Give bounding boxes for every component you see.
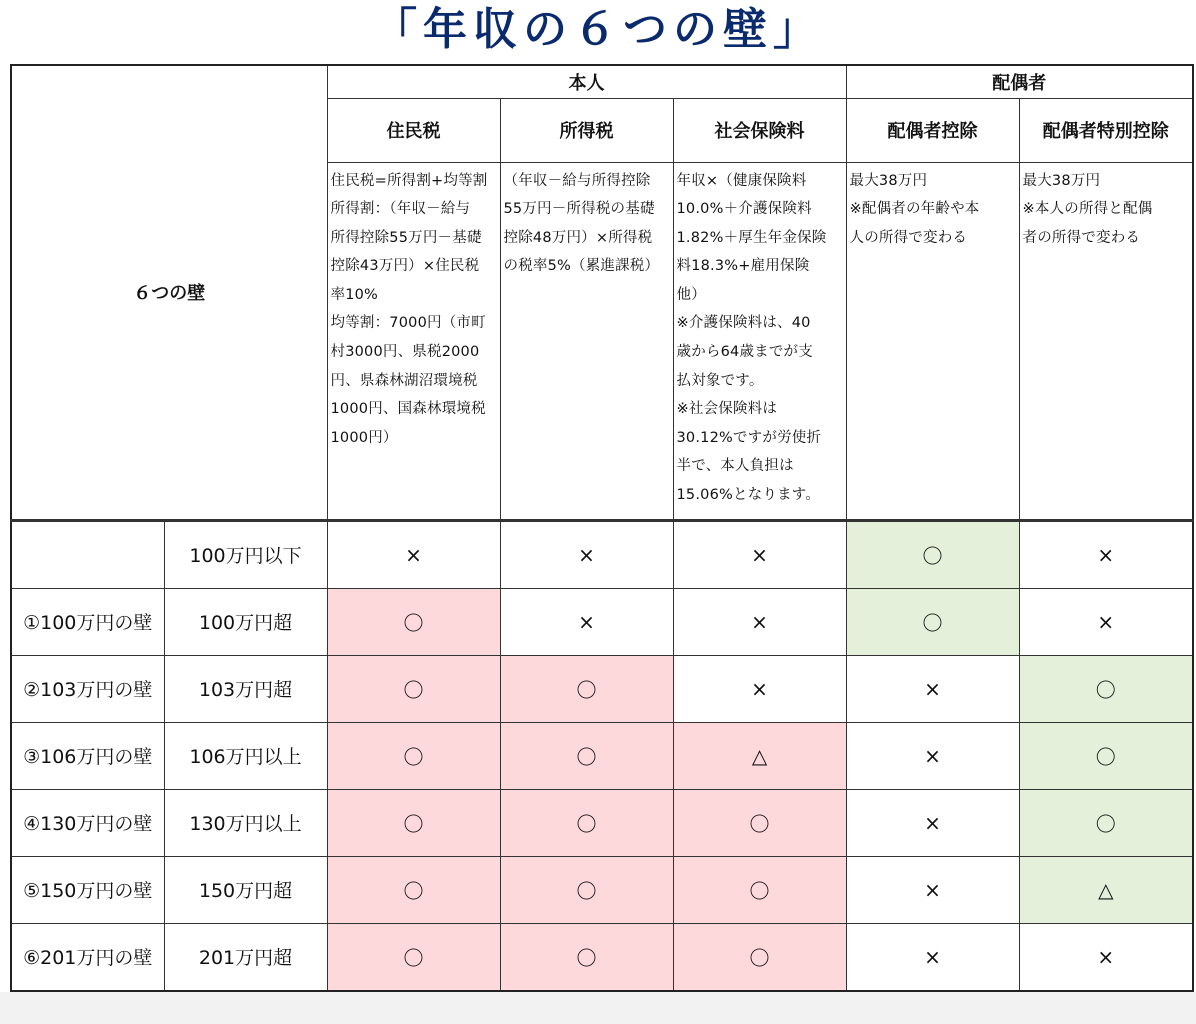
mark-cell: × — [673, 655, 846, 722]
wall-name: ⑤150万円の壁 — [11, 856, 164, 923]
wall-name: ③106万円の壁 — [11, 722, 164, 789]
description-spouse-special-deduction: 最大38万円 ※本人の所得と配偶 者の所得で変わる — [1019, 162, 1193, 520]
mark-cell: 〇 — [673, 923, 846, 991]
mark-cell: 〇 — [500, 856, 673, 923]
wall-name: ①100万円の壁 — [11, 588, 164, 655]
mark-cell: 〇 — [846, 520, 1019, 588]
table-row — [11, 789, 1193, 856]
footer-band — [0, 992, 1196, 1024]
mark-cell: 〇 — [500, 789, 673, 856]
mark-cell: × — [673, 520, 846, 588]
mark-cell: × — [1019, 923, 1193, 991]
mark-cell: △ — [673, 722, 846, 789]
mark-cell: 〇 — [327, 722, 500, 789]
mark-cell: × — [500, 520, 673, 588]
mark-cell: 〇 — [327, 856, 500, 923]
description-spouse-deduction: 最大38万円 ※配偶者の年齢や本 人の所得で変わる — [846, 162, 1019, 520]
table-row — [11, 856, 1193, 923]
table-row — [11, 520, 1193, 588]
income-range: 201万円超 — [164, 923, 327, 991]
wall-name — [11, 520, 164, 588]
wall-name: ④130万円の壁 — [11, 789, 164, 856]
mark-cell: × — [846, 655, 1019, 722]
income-range: 100万円超 — [164, 588, 327, 655]
page-title: 「年収の６つの壁」 — [373, 4, 823, 55]
mark-cell: 〇 — [673, 856, 846, 923]
income-range: 150万円超 — [164, 856, 327, 923]
mark-cell: △ — [1019, 856, 1193, 923]
mark-cell: × — [846, 923, 1019, 991]
mark-cell: 〇 — [1019, 655, 1193, 722]
mark-cell: × — [846, 856, 1019, 923]
description-resident-tax: 住民税=所得割+均等割 所得割：（年収－給与 所得控除55万円－基礎 控除43万円）×住民税 率10% 均等割：7000円（市町 村3000円、県税2000 円、県森林湖沼環境税 1000円、国森林環境税 1000円） — [327, 162, 500, 520]
mark-cell: × — [846, 722, 1019, 789]
table-row — [11, 722, 1193, 789]
table-row — [11, 588, 1193, 655]
table-row — [11, 655, 1193, 722]
wall-name: ②103万円の壁 — [11, 655, 164, 722]
mark-cell: 〇 — [327, 655, 500, 722]
column-header-social-insurance: 社会保険料 — [673, 98, 846, 162]
mark-cell: × — [500, 588, 673, 655]
column-header-resident-tax: 住民税 — [327, 98, 500, 162]
mark-cell: 〇 — [327, 923, 500, 991]
mark-cell: 〇 — [500, 655, 673, 722]
mark-cell: 〇 — [327, 789, 500, 856]
wall-name: ⑥201万円の壁 — [11, 923, 164, 991]
table-row — [11, 923, 1193, 991]
description-social-insurance: 年収×（健康保険料 10.0%＋介護保険料 1.82%＋厚生年金保険 料18.3%+雇用保険 他） ※介護保険料は、40 歳から64歳までが支 払対象です。 ※社会保険料は 30.12%ですが労使折 半で、本人負担は 15.06%となります。 — [673, 162, 846, 520]
income-range: 103万円超 — [164, 655, 327, 722]
income-walls-table — [10, 64, 1194, 992]
income-range: 100万円以下 — [164, 520, 327, 588]
mark-cell: 〇 — [846, 588, 1019, 655]
income-range: 130万円以上 — [164, 789, 327, 856]
mark-cell: × — [1019, 588, 1193, 655]
mark-cell: × — [327, 520, 500, 588]
mark-cell: 〇 — [1019, 789, 1193, 856]
group-self-header: 本人 — [327, 65, 846, 98]
mark-cell: × — [1019, 520, 1193, 588]
column-header-spouse-special-deduction: 配偶者特別控除 — [1019, 98, 1193, 162]
mark-cell: 〇 — [500, 923, 673, 991]
description-income-tax: （年収－給与所得控除 55万円－所得税の基礎 控除48万円）×所得税 の税率5%（累進課税） — [500, 162, 673, 520]
group-spouse-header: 配偶者 — [846, 65, 1193, 98]
mark-cell: × — [846, 789, 1019, 856]
income-range: 106万円以上 — [164, 722, 327, 789]
mark-cell: × — [673, 588, 846, 655]
six-walls-label: ６つの壁 — [11, 65, 327, 520]
mark-cell: 〇 — [673, 789, 846, 856]
mark-cell: 〇 — [1019, 722, 1193, 789]
column-header-spouse-deduction: 配偶者控除 — [846, 98, 1019, 162]
column-header-income-tax: 所得税 — [500, 98, 673, 162]
mark-cell: 〇 — [327, 588, 500, 655]
mark-cell: 〇 — [500, 722, 673, 789]
